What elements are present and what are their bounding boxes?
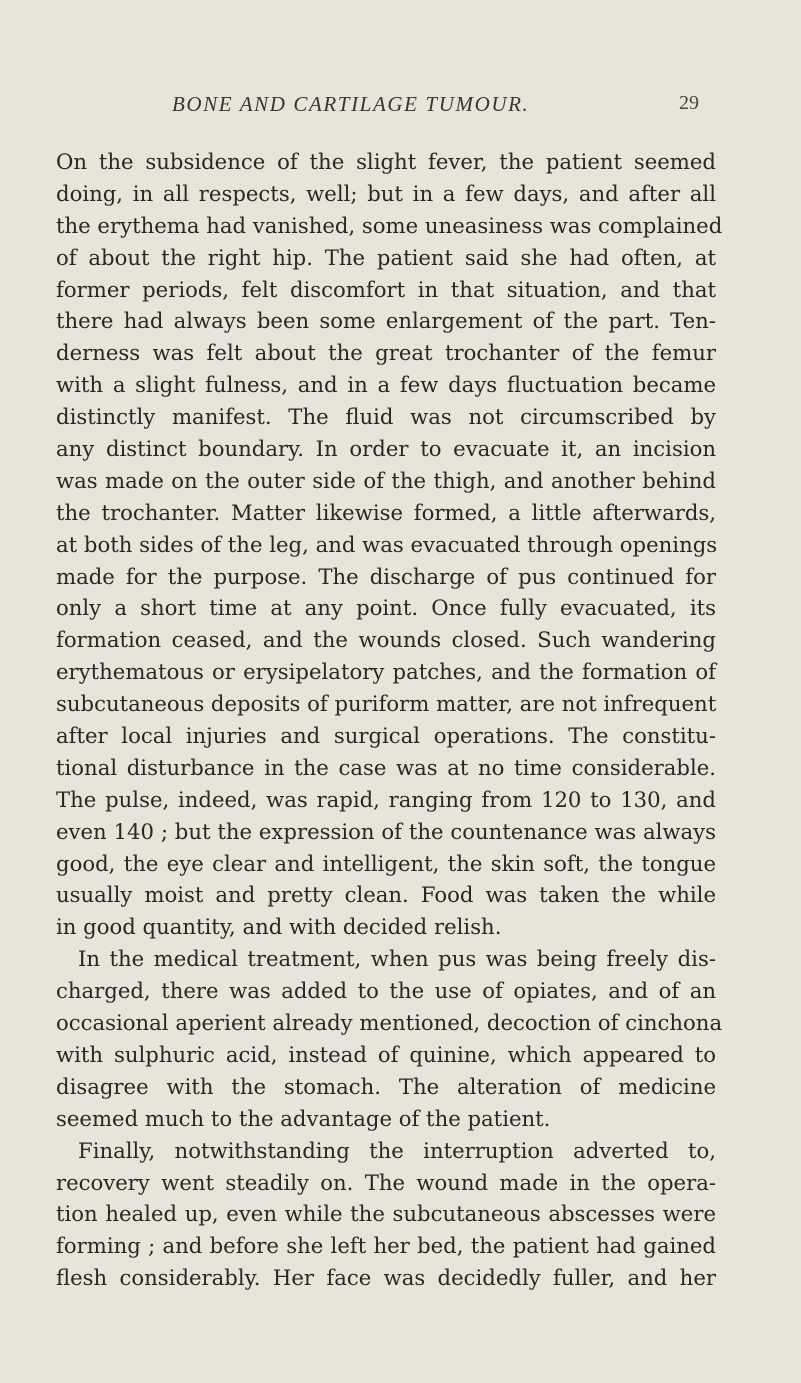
text-line: The pulse, indeed, was rapid, ranging from 120 to 130, and — [56, 786, 716, 812]
text-line: was made on the outer side of the thigh, and another behind — [56, 467, 716, 493]
text-line: derness was felt about the great trochanter of the femur — [56, 340, 716, 366]
text-line: tional disturbance in the case was at no time considerable. — [56, 754, 716, 780]
text-line: In the medical treatment, when pus was being freely dis- — [78, 946, 716, 972]
text-line: after local injuries and surgical operations. The constitu- — [56, 723, 716, 749]
text-line: any distinct boundary. In order to evacuate it, an incision — [56, 436, 716, 462]
text-line: tion healed up, even while the subcutaneous abscesses were — [56, 1201, 716, 1227]
text-line: subcutaneous deposits of puriform matter, are not infrequent — [56, 691, 717, 717]
text-line: of about the right hip. The patient said she had often, at — [56, 244, 716, 270]
text-line: distinctly manifest. The fluid was not circumscribed by — [56, 404, 716, 430]
text-line: Finally, notwithstanding the interruption adverted to, — [78, 1137, 716, 1163]
text-line: recovery went steadily on. The wound made in the opera- — [56, 1169, 716, 1195]
text-line: good, the eye clear and intelligent, the skin soft, the tongue — [56, 850, 716, 876]
text-line: occasional aperient already mentioned, decoction of cinchona — [56, 1010, 723, 1036]
text-line: made for the purpose. The discharge of pus continued for — [56, 563, 716, 589]
text-line: former periods, felt discomfort in that situation, and that — [56, 276, 716, 302]
text-line: with a slight fulness, and in a few days fluctuation became — [56, 372, 716, 398]
text-line: On the subsidence of the slight fever, the patient seemed — [56, 149, 716, 174]
text-line: charged, there was added to the use of opiates, and of an — [56, 978, 716, 1004]
text-line: usually moist and pretty clean. Food was taken the while — [56, 882, 716, 908]
text-line: formation ceased, and the wounds closed. Such wandering — [56, 627, 716, 653]
text-line: even 140 ; but the expression of the countenance was always — [56, 818, 716, 844]
body-text — [56, 146, 723, 1294]
text-line: with sulphuric acid, instead of quinine, which appeared to — [56, 1041, 716, 1067]
text-line: disagree with the stomach. The alteration of medicine — [56, 1073, 716, 1099]
text-line: in good quantity, and with decided relish. — [56, 914, 502, 940]
text-line: only a short time at any point. Once fully evacuated, its — [56, 595, 716, 621]
text-line: at both sides of the leg, and was evacuated through openings — [56, 531, 718, 557]
text-line: seemed much to the advantage of the patient. — [56, 1105, 551, 1131]
text-line: the erythema had vanished, some uneasiness was complained — [56, 212, 723, 238]
text-line: doing, in all respects, well; but in a few days, and after all — [56, 180, 716, 206]
running-head: BONE AND CARTILAGE TUMOUR. — [172, 92, 530, 116]
text-line: erythematous or erysipelatory patches, and the formation of — [56, 659, 716, 685]
text-line: there had always been some enlargement of the part. Ten- — [56, 308, 716, 334]
text-line: the trochanter. Matter likewise formed, a little afterwards, — [56, 499, 716, 525]
text-line: forming ; and before she left her bed, the patient had gained — [56, 1233, 716, 1259]
text-line: flesh considerably. Her face was decidedly fuller, and her — [56, 1265, 716, 1291]
page-number: 29 — [679, 92, 699, 114]
